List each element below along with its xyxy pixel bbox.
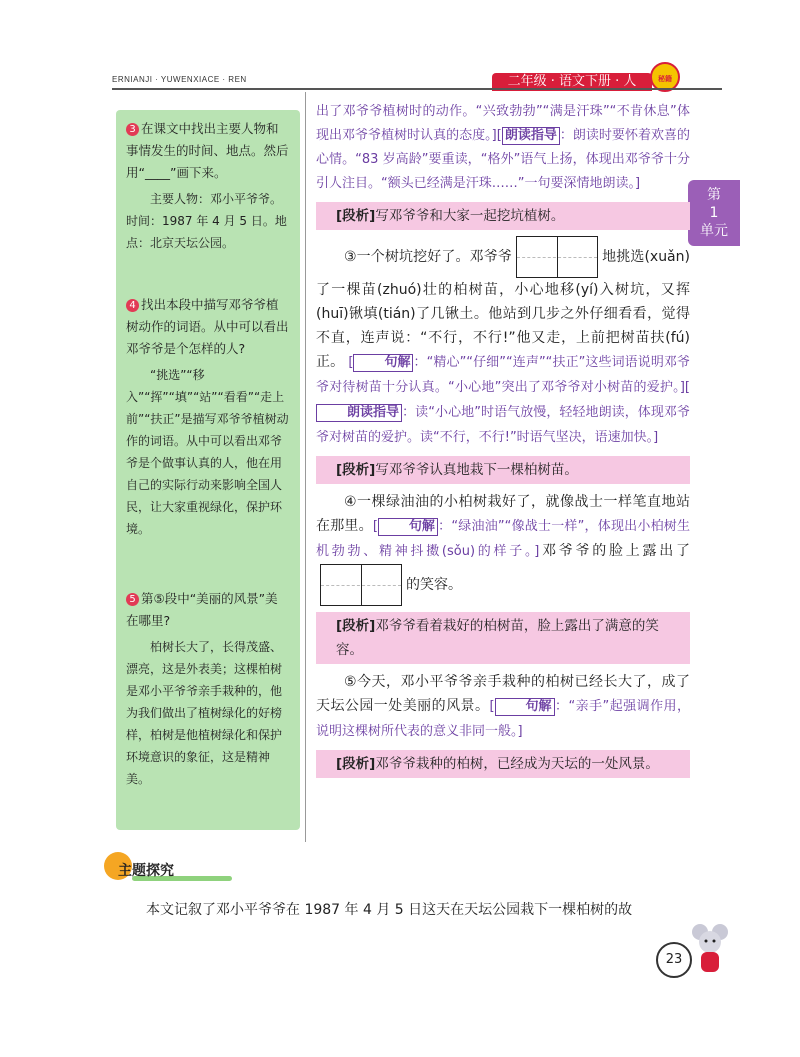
segment-analysis-1 bbox=[316, 202, 690, 230]
segment-label: [段析] bbox=[336, 756, 376, 772]
header-badge: 秘籍 bbox=[650, 62, 680, 92]
question-4 bbox=[126, 294, 290, 360]
note-text: ：朗读时要怀着欢喜的心情。“83 岁高龄”要重读，“格外”语气上扬，体现出邓爷爷十分引人注目。“额头已经满是汗珠……”一句要深情地朗读。] bbox=[316, 128, 690, 191]
page-number: 23 bbox=[656, 942, 692, 978]
header-rule bbox=[112, 88, 722, 90]
header-tab: 二年级 · 语文下册 · 人 bbox=[492, 73, 652, 91]
column-divider bbox=[305, 92, 306, 842]
answer-5: 柏树长大了，长得茂盛、漂亮，这是外表美；这棵柏树是邓小平爷爷亲手栽种的，他为我们做出了植树绿化的好榜样，柏树是他植树绿化和保护环境意识的象征，这是精神美。 bbox=[126, 640, 283, 786]
unit-tab-line1: 第 bbox=[707, 187, 721, 203]
paragraph-4: ④一棵绿油油的小柏树栽好了，就像战士一样笔直地站在那里。[ 句解 ：“绿油油”“像战士一样”，体现出小柏树生机勃勃、精神抖擞(sǒu)的样子。]邓爷爷的脸上露出了的笑容。 bbox=[316, 490, 690, 606]
paragraph-2-notes: 出了邓爷爷植树时的动作。“兴致勃勃”“满是汗珠”“不肯休息”体现出邓爷爷植树时认真的态度。][ 朗读指导 ：朗读时要怀着欢喜的心情。“83 岁高龄”要重读，“格外”语气上扬，体现出邓爷爷十分引人注目。“额头已经满是汗珠……”一句要深情地朗读。] bbox=[316, 104, 690, 191]
sidebar-questions bbox=[116, 110, 300, 830]
paragraph-text: 邓爷爷的脸上露出了 bbox=[539, 543, 691, 559]
segment-label: [段析] bbox=[336, 618, 376, 634]
note-label: 朗读指导 bbox=[316, 404, 402, 422]
mouse-mascot-icon bbox=[690, 920, 730, 980]
note-text: ：“绿油油”“像战士一样”，体现出小柏树生机勃勃、精神抖擞(sǒu)的样子。] bbox=[316, 519, 690, 559]
paragraph-text: ③一个树坑挖好了。邓爷爷 bbox=[344, 249, 512, 265]
note-label: 句解 bbox=[378, 518, 438, 536]
paragraph-text: ④一棵绿油油的小柏树栽好了，就像战士一样笔直地站在那里。 bbox=[316, 494, 690, 534]
paragraph-text: ⑤今天，邓小平爷爷亲手栽种的柏树已经长大了，成了天坛公园一处美丽的风景。 bbox=[316, 674, 690, 714]
question-number-icon: 4 bbox=[126, 299, 139, 312]
paragraph-text: 的笑容。 bbox=[406, 577, 462, 593]
fill-in-boxes[interactable] bbox=[320, 564, 402, 606]
segment-label: [段析] bbox=[336, 208, 376, 224]
note-text: 出了邓爷爷植树时的动作。“兴致勃勃”“满是汗珠”“不肯休息”体现出邓爷爷植树时认真的态度。] bbox=[316, 104, 690, 143]
segment-text: 写邓爷爷认真地栽下一棵柏树苗。 bbox=[375, 462, 578, 478]
paragraph-text: 地挑选(xuǎn)了一棵苗(zhuó)壮的柏树苗，小心地移(yí)入树坑，又挥(huī)锹填(tián)了几锹土。他站到几步之外仔细看看，觉得不直，连声说：“不行，不行!”他又走，上前把树苗扶(fú)正。 bbox=[316, 249, 690, 370]
segment-analysis-2 bbox=[316, 456, 690, 484]
header-left-text: ERNIANJI · YUWENXIACE · REN bbox=[112, 75, 247, 84]
question-5 bbox=[126, 588, 290, 632]
theme-title: 主题探究 bbox=[118, 863, 174, 879]
paragraph-3: ③一个树坑挖好了。邓爷爷 地挑选(xuǎn)了一棵苗(zhuó)壮的柏树苗，小心地移(yí)入树坑，又挥(huī)锹填(tián)了几锹土。他站到几步之外仔细看看，觉得不直，连声说：“不行，不行!”他又走，上前把树苗扶(fú)正。 [ 句解 ：“精心”“仔细”“连声”“扶正”这些词语说明邓爷爷对待树苗十分认真。“小心地”突出了邓爷爷对小树苗的爱护。][朗读指导 ：读“小心地”时语气放慢，轻轻地朗读，体现邓爷爷对树苗的爱护。读“不行，不行!”时语气坚决，语速加快。] bbox=[316, 236, 690, 450]
question-number-icon: 5 bbox=[126, 593, 139, 606]
segment-text: 邓爷爷看着栽好的柏树苗，脸上露出了满意的笑容。 bbox=[336, 618, 659, 658]
unit-tab-line2: 1 bbox=[709, 205, 719, 221]
note-text: ：“精心”“仔细”“连声”“扶正”这些词语说明邓爷爷对待树苗十分认真。“小心地”突出了邓爷爷对小树苗的爱护。] bbox=[316, 355, 690, 395]
paragraph-5: ⑤今天，邓小平爷爷亲手栽种的柏树已经长大了，成了天坛公园一处美丽的风景。[ 句解 ：“亲手”起强调作用，说明这棵树所代表的意义非同一般。] bbox=[316, 674, 690, 739]
note-text: ：“亲手”起强调作用，说明这棵树所代表的意义非同一般。] bbox=[316, 699, 690, 739]
theme-text: 本文记叙了邓小平爷爷在 1987 年 4 月 5 日这天在天坛公园栽下一棵柏树的故 bbox=[146, 902, 633, 918]
question-text: 第⑤段中“美丽的风景”美在哪里? bbox=[126, 591, 278, 628]
fill-in-boxes[interactable] bbox=[516, 236, 598, 278]
note-label: 句解 bbox=[495, 698, 555, 716]
question-3 bbox=[126, 118, 290, 184]
segment-text: 写邓爷爷和大家一起挖坑植树。 bbox=[375, 208, 565, 224]
segment-analysis-4 bbox=[316, 750, 690, 778]
question-number-icon: 3 bbox=[126, 123, 139, 136]
note-text: ：读“小心地”时语气放慢，轻轻地朗读，体现邓爷爷对树苗的爱护。读“不行，不行!”时语气坚决，语速加快。] bbox=[316, 405, 690, 445]
note-label: 朗读指导 bbox=[502, 127, 560, 145]
note-label: 句解 bbox=[353, 354, 413, 372]
segment-text: 邓爷爷栽种的柏树，已经成为天坛的一处风景。 bbox=[375, 756, 659, 772]
answer-4: “挑选”“移入”“挥”“填”“站”“看看”“走上前”“扶正”是描写邓爷爷植树动作的词语。从中可以看出邓爷爷是个做事认真的人，他在用自己的实际行动来影响全国人民，让大家重视绿化，保护环境。 bbox=[126, 368, 289, 536]
segment-label: [段析] bbox=[336, 462, 376, 478]
segment-analysis-3 bbox=[316, 612, 690, 664]
question-text: 找出本段中描写邓爷爷植树动作的词语。从中可以看出邓爷爷是个怎样的人? bbox=[126, 297, 289, 356]
question-text: 在课文中找出主要人物和事情发生的时间、地点。然后用“____”画下来。 bbox=[126, 121, 289, 180]
main-text bbox=[316, 100, 690, 784]
unit-tab bbox=[688, 180, 740, 246]
unit-tab-line3: 单元 bbox=[700, 223, 728, 239]
answer-3: 主要人物：邓小平爷爷。时间：1987 年 4 月 5 日。地点：北京天坛公园。 bbox=[126, 192, 287, 250]
